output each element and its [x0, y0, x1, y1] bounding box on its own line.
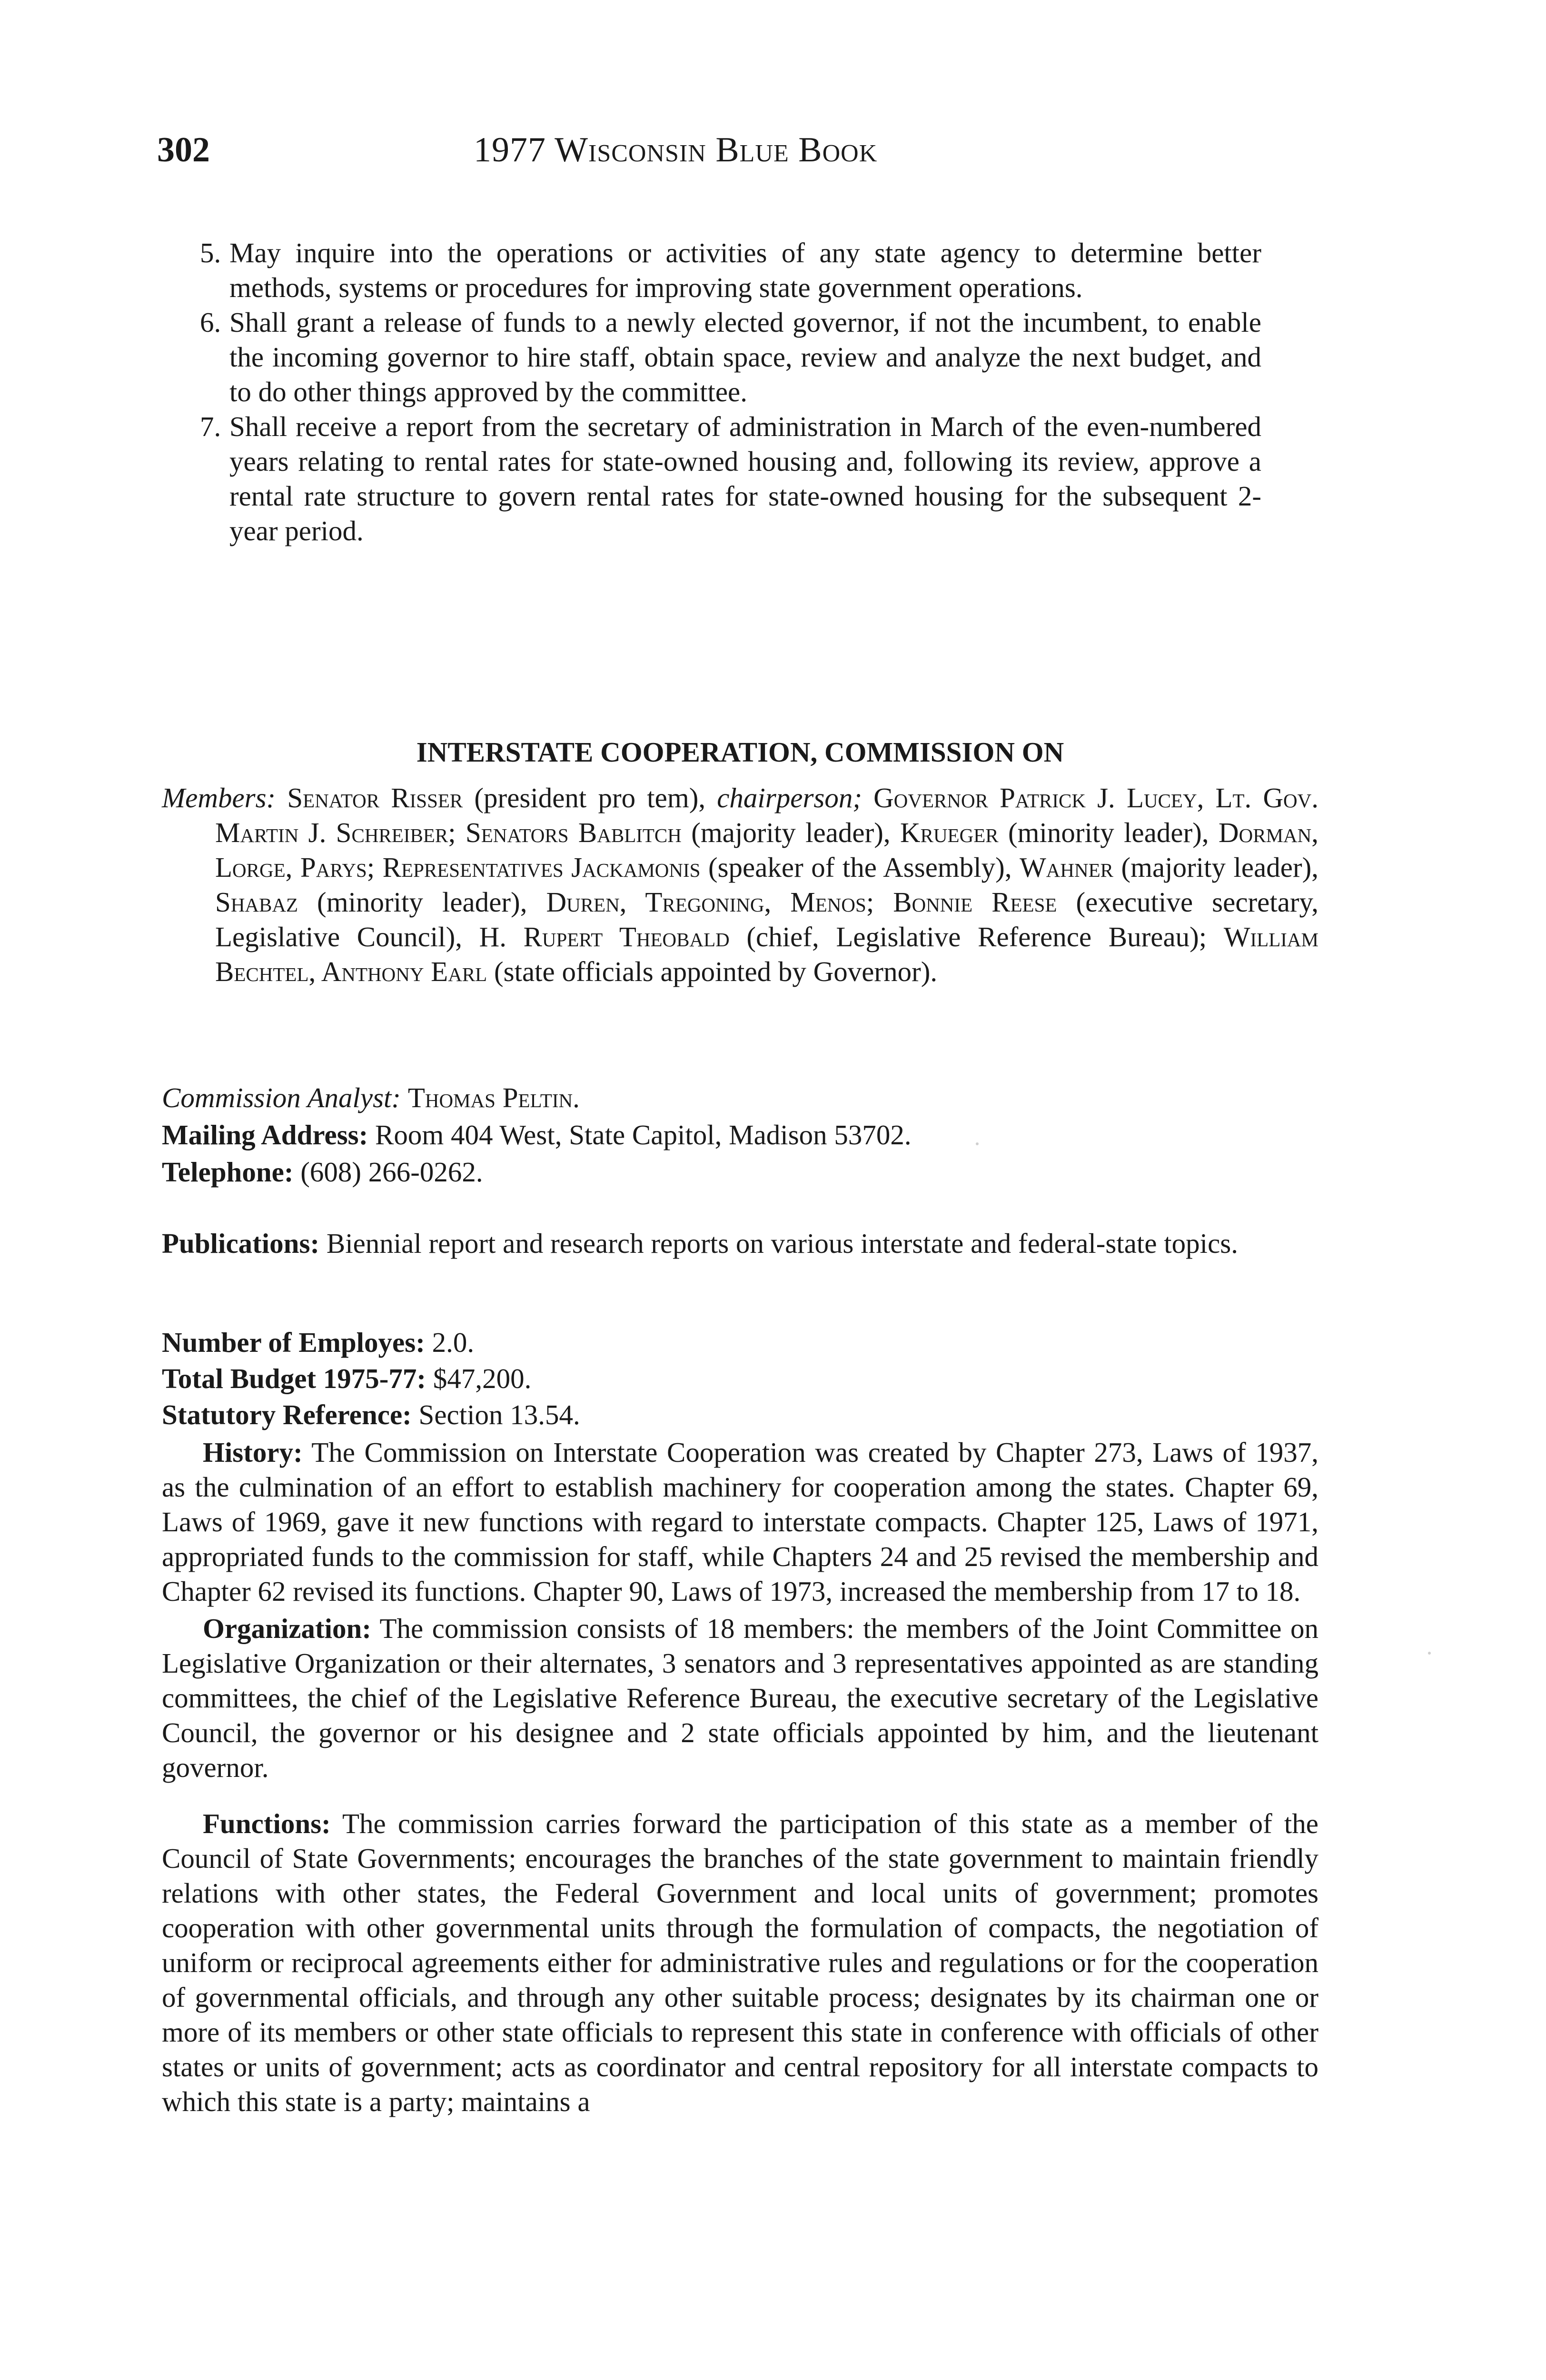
- total-budget: [162, 1361, 1318, 1396]
- list-item-5: [200, 236, 1261, 305]
- field-value: $47,200.: [433, 1363, 532, 1394]
- list-item-6: [200, 305, 1261, 409]
- member-role: chairperson;: [717, 782, 862, 813]
- list-number: 5.: [200, 237, 221, 268]
- analyst-line: [162, 1081, 1318, 1115]
- number-of-employes: [162, 1325, 1318, 1360]
- history-label: History:: [203, 1437, 303, 1468]
- publications: [162, 1226, 1372, 1261]
- members-block: [162, 781, 1318, 989]
- field-label: Statutory Reference:: [162, 1399, 412, 1430]
- functions-text: The commission carries forward the participation of this state as a member of the Council of State Governments; encourages the branches of the state government to maintain friendly relations with other states, the Federal Government and local units of government; promotes cooperation with other governmental units through the formulation of compacts, the negotiation of uniform or reciprocal agreements either for administrative rules and regulations or for the cooperation of governmental officials, and through any other suitable process; designates by its chairman one or more of its members or other state officials to represent this state in conference with officials of other states or units of government; acts as coordinator and central repository for all interstate compacts to which this state is a party; maintains a: [162, 1808, 1318, 2117]
- member-role: (minority leader),: [298, 886, 546, 918]
- member-role: (speaker of the Assembly),: [700, 852, 1020, 883]
- member-role: (majority leader),: [1113, 852, 1318, 883]
- telephone: [162, 1155, 1318, 1190]
- member-name: H. Rupert Theobald: [479, 921, 730, 952]
- field-value: Section 13.54.: [418, 1399, 580, 1430]
- organization-section: [162, 1611, 1318, 1785]
- member-name: Shabaz: [215, 886, 298, 918]
- functions-paragraph: [162, 1806, 1318, 2119]
- scan-speck: [1428, 1652, 1431, 1655]
- member-name: Duren, Tregoning, Menos; Bonnie Reese: [546, 886, 1057, 918]
- mailing-address: [162, 1118, 1318, 1152]
- list-number: 6.: [200, 307, 221, 338]
- member-role: (state officials appointed by Governor).: [487, 956, 938, 987]
- book-title: 1977 Wisconsin Blue Book: [474, 130, 878, 169]
- list-item-7: [200, 409, 1261, 548]
- field-value: Biennial report and research reports on various interstate and federal-state topics.: [326, 1228, 1238, 1259]
- organization-text: The commission consists of 18 members: the members of the Joint Committee on Legislative Organization or their alternates, 3 senators and 3 representatives appointed as are standing committees, the chief of the Legislative Reference Bureau, the executive secretary of the Legislative Council, the governor or his designee and 2 state officials appointed by him, and the lieutenant governor.: [162, 1613, 1318, 1783]
- scan-speck: [976, 1142, 979, 1145]
- field-value: Room 404 West, State Capitol, Madison 53702.: [375, 1119, 912, 1150]
- members-label: Members:: [162, 782, 276, 813]
- section-heading: INTERSTATE COOPERATION, COMMISSION ON: [416, 736, 1064, 768]
- member-name: Krueger: [900, 817, 999, 848]
- list-number: 7.: [200, 411, 221, 442]
- organization-paragraph: [162, 1611, 1318, 1785]
- history-text: The Commission on Interstate Cooperation was created by Chapter 273, Laws of 1937, as the culmination of an effort to establish machinery for cooperation among the states. Chapter 69, Laws of 1969, gave it new functions with regard to interstate compacts. Chapter 125, Laws of 1971, appropriated funds to the commission for staff, while Chapters 24 and 25 revised the membership and Chapter 62 revised its functions. Chapter 90, Laws of 1973, increased the membership from 17 to 18.: [162, 1437, 1318, 1607]
- members-paragraph: [162, 781, 1318, 989]
- field-label: Total Budget 1975-77:: [162, 1363, 426, 1394]
- functions-section: [162, 1806, 1318, 2119]
- analyst-name: Thomas Peltin.: [407, 1082, 580, 1113]
- member-name: Senator Risser: [287, 782, 463, 813]
- page-number: 302: [157, 130, 210, 169]
- member-name: William Bechtel, Anthony Earl: [215, 921, 1318, 987]
- field-value: 2.0.: [432, 1327, 475, 1358]
- field-label: Telephone:: [162, 1156, 294, 1188]
- functions-label: Functions:: [203, 1808, 331, 1839]
- analyst-label: Commission Analyst:: [162, 1082, 401, 1113]
- member-role: (chief, Legislative Reference Bureau);: [729, 921, 1224, 952]
- list-text: Shall receive a report from the secretary of administration in March of the even-numbered years relating to rental rates for state-owned housing and, following its review, approve a rental rate structure to govern rental rates for state-owned housing for the subsequent 2-year period.: [229, 411, 1261, 546]
- field-label: Publications:: [162, 1228, 320, 1259]
- field-value: (608) 266-0262.: [300, 1156, 483, 1188]
- member-name: Dorman, Lorge, Parys; Representatives Jackamonis: [215, 817, 1318, 883]
- list-text: Shall grant a release of funds to a newly elected governor, if not the incumbent, to enable the incoming governor to hire staff, obtain space, review and analyze the next budget, and to do other things approved by the committee.: [229, 307, 1261, 407]
- statutory-reference: [162, 1398, 1318, 1432]
- field-label: Mailing Address:: [162, 1119, 368, 1150]
- member-role: (majority leader),: [681, 817, 900, 848]
- member-name: Governor Patrick J. Lucey, Lt. Gov. Martin J. Schreiber; Senators Bablitch: [215, 782, 1319, 848]
- member-role: (president pro tem),: [463, 782, 717, 813]
- field-label: Number of Employes:: [162, 1327, 425, 1358]
- numbered-list: [200, 236, 1261, 548]
- history-section: [162, 1435, 1318, 1609]
- list-text: May inquire into the operations or activities of any state agency to determine better methods, systems or procedures for improving state government operations.: [229, 237, 1261, 303]
- history-paragraph: [162, 1435, 1318, 1609]
- running-head: [157, 126, 1347, 174]
- member-name: Wahner: [1020, 852, 1113, 883]
- member-role: (minority leader),: [998, 817, 1219, 848]
- organization-label: Organization:: [203, 1613, 371, 1644]
- member-role: (executive secretary, Legislative Council),: [215, 886, 1318, 952]
